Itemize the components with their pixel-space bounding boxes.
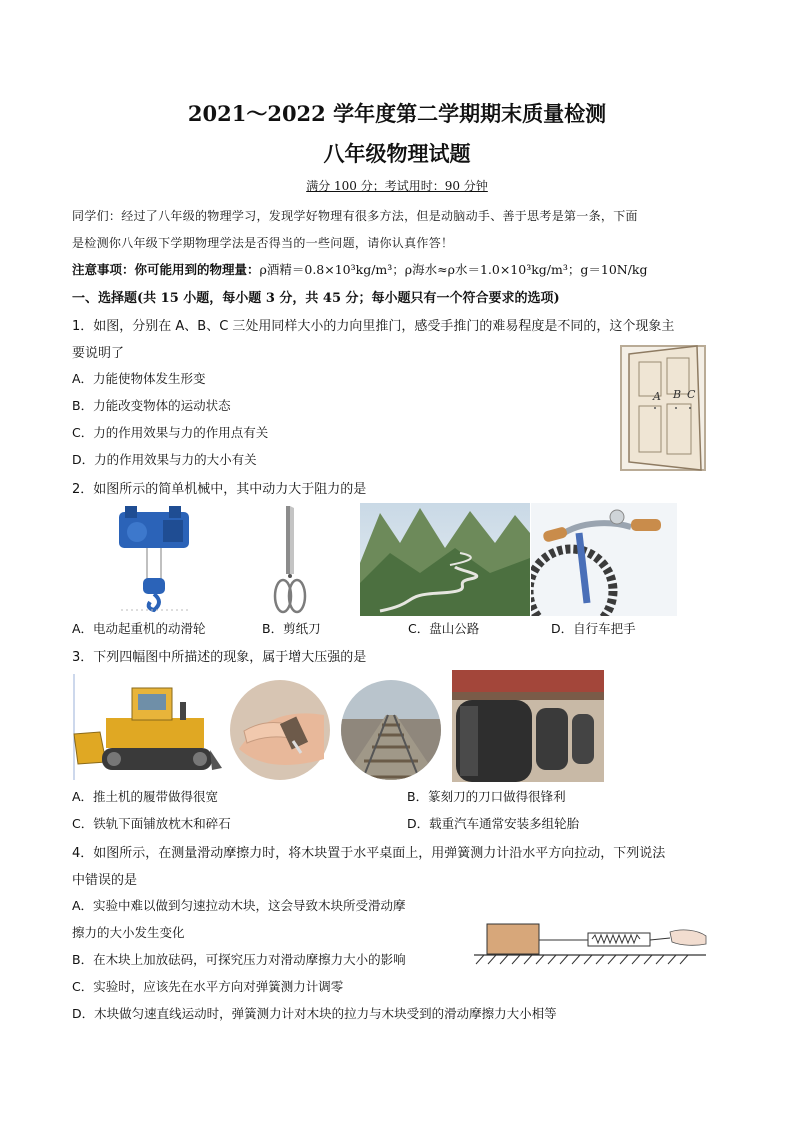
intro-line-2: 是检测你八年级下学期物理学法是否得当的一些问题，请你认真作答！ <box>72 236 454 250</box>
exam-title: 2021～2022 学年度第二学期期末质量检测 <box>187 101 607 126</box>
exam-subtitle: 八年级物理试题 <box>323 141 471 166</box>
q1-option-b: B．力能改变物体的运动状态 <box>72 398 231 413</box>
q1-option-d: D．力的作用效果与力的大小有关 <box>72 452 257 467</box>
q2-stem: 2．如图所示的简单机械中，其中动力大于阻力的是 <box>72 482 367 497</box>
q4-option-a-line-2: 擦力的大小发生变化 <box>72 925 185 940</box>
q2-option-a: A．电动起重机的动滑轮 <box>72 621 206 636</box>
electric-crane-image <box>115 504 195 616</box>
notice <box>72 260 648 278</box>
q4-stem-line-2: 中错误的是 <box>72 873 138 888</box>
friction-experiment-figure <box>470 920 710 968</box>
door-figure <box>619 344 707 472</box>
q4-option-d: D．木块做匀速直线运动时，弹簧测力计对木块的拉力与木块受到的滑动摩擦力大小相等 <box>72 1006 557 1021</box>
bicycle-handlebar-image <box>531 503 677 616</box>
q3-option-c: C．铁轨下面铺放枕木和碎石 <box>72 816 231 831</box>
scissors-image <box>270 504 310 616</box>
q4-option-c: C．实验时，应该先在水平方向对弹簧测力计调零 <box>72 979 344 994</box>
q3-stem: 3．下列四幅图中所描述的现象，属于增大压强的是 <box>72 650 367 665</box>
door-label-a: A <box>653 390 661 403</box>
q2-option-c: C．盘山公路 <box>408 621 480 636</box>
q1-stem-line-2: 要说明了 <box>72 346 125 361</box>
exam-meta: 满分 100 分；考试用时：90 分钟 <box>306 179 488 193</box>
q2-option-b: B．剪纸刀 <box>262 621 321 636</box>
q2-option-d: D．自行车把手 <box>551 621 636 636</box>
notice-constants: ρ酒精＝0.8×10³kg/m³；ρ海水≈ρ水＝1.0×10³kg/m³；g＝10N/kg <box>259 262 648 277</box>
q3-option-a: A．推土机的履带做得很宽 <box>72 789 219 804</box>
door-label-b: B <box>673 388 682 401</box>
door-label-c: C <box>687 388 696 401</box>
q1-option-a: A．力能使物体发生形变 <box>72 371 206 386</box>
q1-option-c: C．力的作用效果与力的作用点有关 <box>72 425 269 440</box>
q3-option-b: B．篆刻刀的刀口做得很锋利 <box>407 789 566 804</box>
notice-label: 注意事项：你可能用到的物理量： <box>72 262 260 277</box>
q4-option-a-line-1: A．实验中难以做到匀速拉动木块，这会导致木块所受滑动摩 <box>72 898 406 913</box>
q3-option-d: D．载重汽车通常安装多组轮胎 <box>407 816 580 831</box>
section-heading: 一、选择题(共 15 小题，每小题 3 分，共 45 分；每小题只有一个符合要求的选项) <box>72 291 560 306</box>
q4-stem-line-1: 4．如图所示，在测量滑动摩擦力时，将木块置于水平桌面上，用弹簧测力计沿水平方向拉动，下列说法 <box>72 846 666 861</box>
q1-stem-line-1: 1．如图，分别在 A、B、C 三处用同样大小的力向里推门，感受手推门的难易程度是不同的，这个现象主 <box>72 319 675 334</box>
mountain-road-image <box>360 503 530 616</box>
q4-option-b: B．在木块上加放砝码，可探究压力对滑动摩擦力大小的影响 <box>72 952 406 967</box>
railway-track-image <box>340 679 442 781</box>
intro-line-1: 同学们：经过了八年级的物理学习，发现学好物理有很多方法，但是动脑动手、善于思考是第一条，下面 <box>72 209 638 223</box>
carving-knife-image <box>229 679 331 781</box>
truck-tires-image <box>452 670 604 782</box>
bulldozer-image <box>72 674 224 780</box>
